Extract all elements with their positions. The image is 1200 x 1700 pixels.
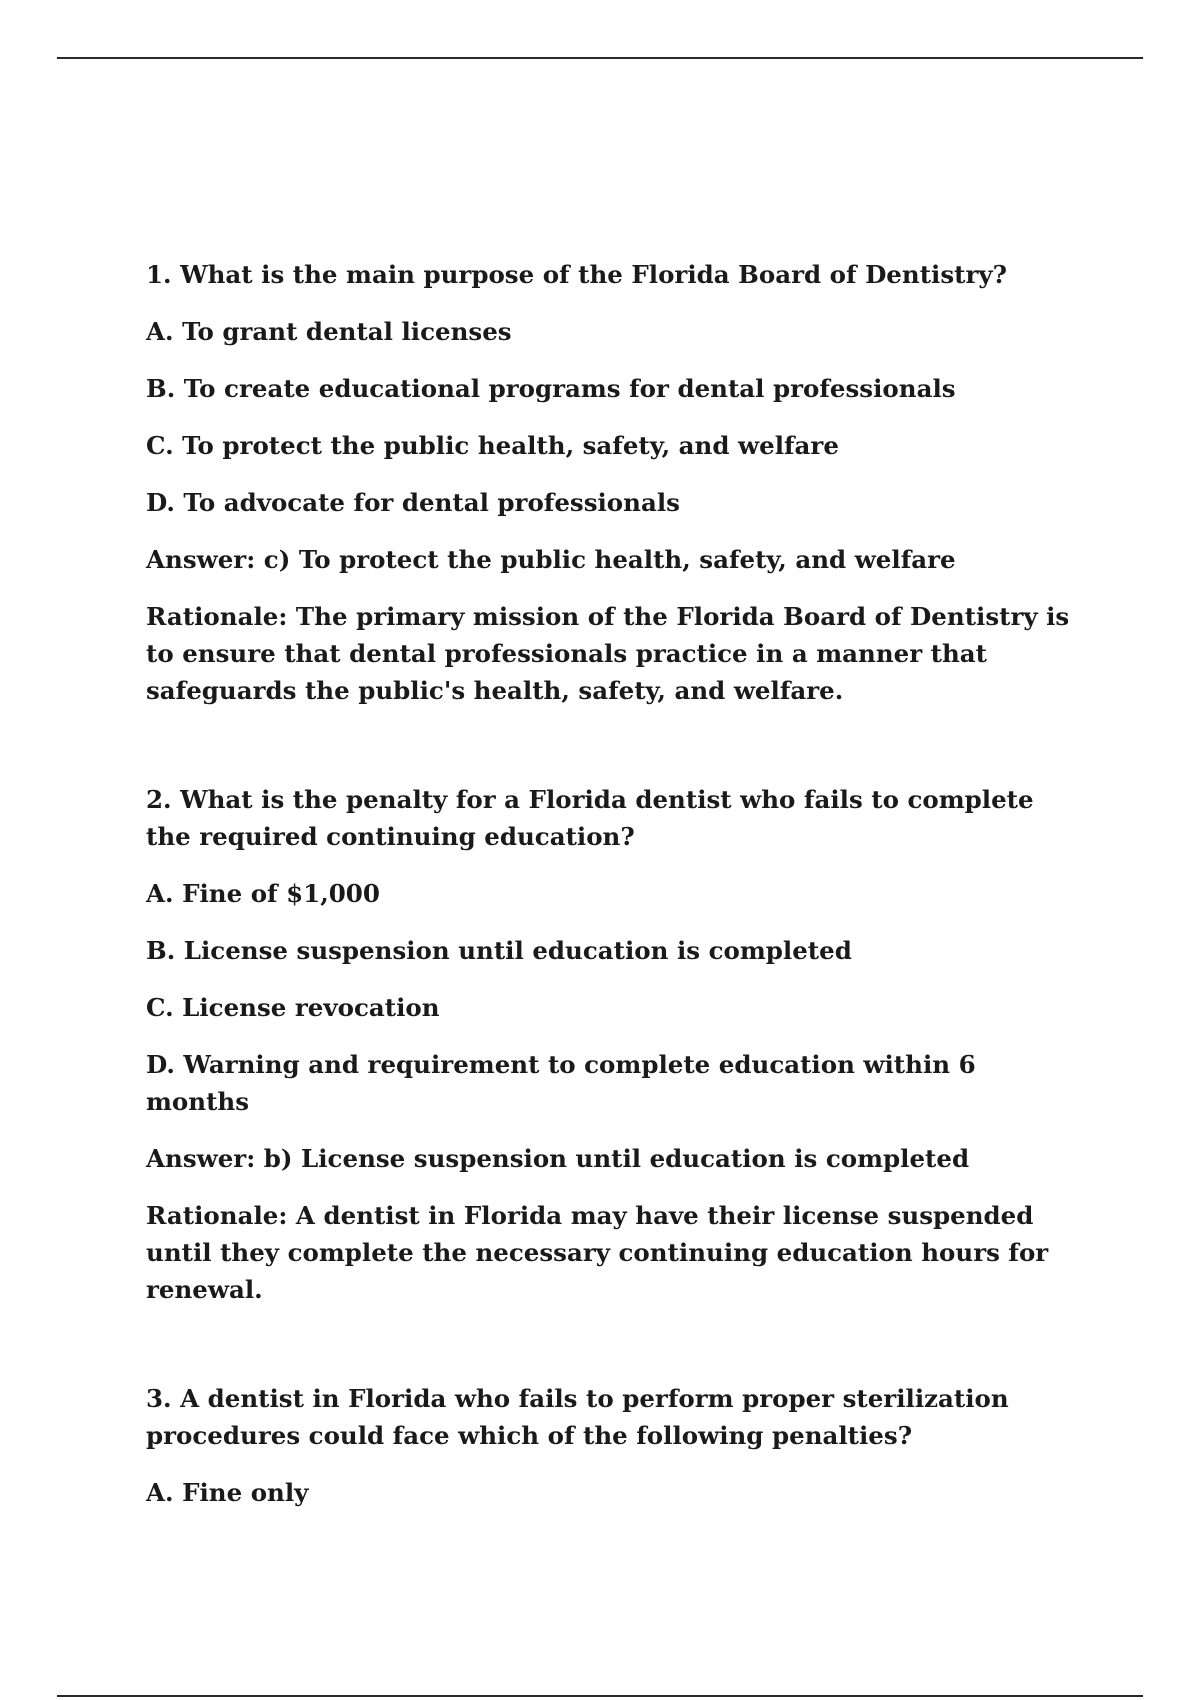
question-1 — [146, 256, 1076, 709]
option-b: B. To create educational programs for dental professionals — [146, 374, 956, 403]
question-2 — [146, 781, 1076, 1308]
option-d: D. Warning and requirement to complete education within 6 months — [146, 1050, 976, 1116]
rationale: Rationale: The primary mission of the Florida Board of Dentistry is to ensure that dental professionals practice in a manner that safeguards the public's health, safety, and welfare. — [146, 602, 1070, 705]
question-text: 3. A dentist in Florida who fails to perform proper sterilization procedures could face which of the following penalties? — [146, 1384, 1009, 1450]
question-text: 1. What is the main purpose of the Florida Board of Dentistry? — [146, 260, 1007, 289]
bottom-rule — [57, 1695, 1143, 1697]
rationale: Rationale: A dentist in Florida may have their license suspended until they complete the necessary continuing education hours for renewal. — [146, 1201, 1049, 1304]
option-c: C. License revocation — [146, 993, 440, 1022]
question-text: 2. What is the penalty for a Florida dentist who fails to complete the required continuing education? — [146, 785, 1034, 851]
question-3 — [146, 1380, 1076, 1511]
option-a: A. Fine of $1,000 — [146, 879, 380, 908]
option-d: D. To advocate for dental professionals — [146, 488, 680, 517]
answer: Answer: c) To protect the public health, safety, and welfare — [146, 545, 956, 574]
option-a: A. To grant dental licenses — [146, 317, 512, 346]
answer: Answer: b) License suspension until education is completed — [146, 1144, 970, 1173]
top-rule — [57, 57, 1143, 59]
option-a: A. Fine only — [146, 1478, 309, 1507]
option-b: B. License suspension until education is completed — [146, 936, 852, 965]
option-c: C. To protect the public health, safety, and welfare — [146, 431, 839, 460]
page-content — [146, 256, 1076, 1511]
